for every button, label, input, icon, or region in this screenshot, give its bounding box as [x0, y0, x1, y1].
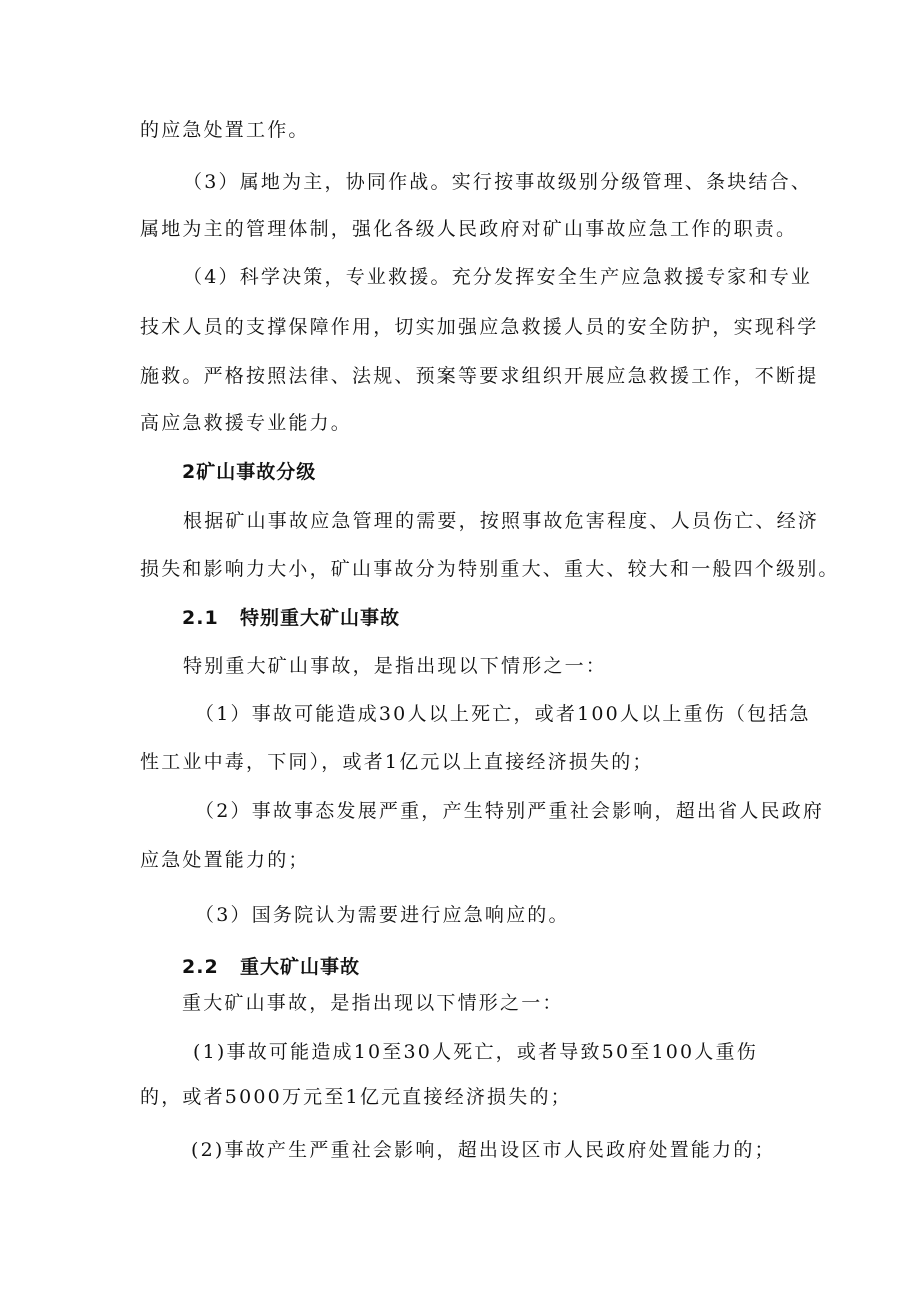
paragraph-line: 的应急处置工作。: [140, 119, 310, 141]
paragraph-line: (1)事故可能造成10至30人死亡，或者导致50至100人重伤: [193, 1041, 758, 1063]
paragraph-line: （3）国务院认为需要进行应急响应的。: [195, 904, 570, 926]
subsection-title: 重大矿山事故: [240, 956, 361, 978]
paragraph-line: 施救。严格按照法律、法规、预案等要求组织开展应急救援工作，不断提: [140, 365, 819, 387]
paragraph-line: 损失和影响力大小，矿山事故分为特别重大、重大、较大和一般四个级别。: [140, 558, 840, 580]
subsection-heading: [182, 955, 360, 979]
section-heading: 2矿山事故分级: [182, 461, 317, 483]
paragraph-line: 特别重大矿山事故，是指出现以下情形之一：: [183, 655, 608, 677]
paragraph-line: 技术人员的支撑保障作用，切实加强应急救援人员的安全防护，实现科学: [140, 316, 819, 338]
paragraph-line: 应急处置能力的；: [140, 849, 310, 871]
paragraph-line: 属地为主的管理体制，强化各级人民政府对矿山事故应急工作的职责。: [140, 218, 798, 240]
paragraph-line: （4）科学决策，专业救援。充分发挥安全生产应急救援专家和专业: [183, 266, 813, 288]
paragraph-line: (2)事故产生严重社会影响，超出设区市人民政府处置能力的；: [191, 1139, 776, 1161]
paragraph-line: 高应急救援专业能力。: [140, 412, 353, 434]
paragraph-line: （2）事故事态发展严重，产生特别严重社会影响，超出省人民政府: [195, 800, 825, 822]
subsection-heading: [182, 606, 400, 630]
paragraph-line: 性工业中毒，下同），或者1亿元以上直接经济损失的；: [140, 751, 654, 773]
paragraph-line: 重大矿山事故，是指出现以下情形之一：: [182, 992, 564, 1014]
paragraph-line: 根据矿山事故应急管理的需要，按照事故危害程度、人员伤亡、经济: [183, 510, 820, 532]
paragraph-line: （1）事故可能造成30人以上死亡，或者100人以上重伤（包括急: [195, 703, 811, 725]
paragraph-line: 的，或者5000万元至1亿元直接经济损失的；: [140, 1086, 572, 1108]
subsection-number: 2.1: [182, 607, 219, 629]
paragraph-line: （3）属地为主，协同作战。实行按事故级别分级管理、条块结合、: [183, 171, 813, 193]
subsection-number: 2.2: [182, 956, 219, 978]
subsection-title: 特别重大矿山事故: [240, 607, 401, 629]
